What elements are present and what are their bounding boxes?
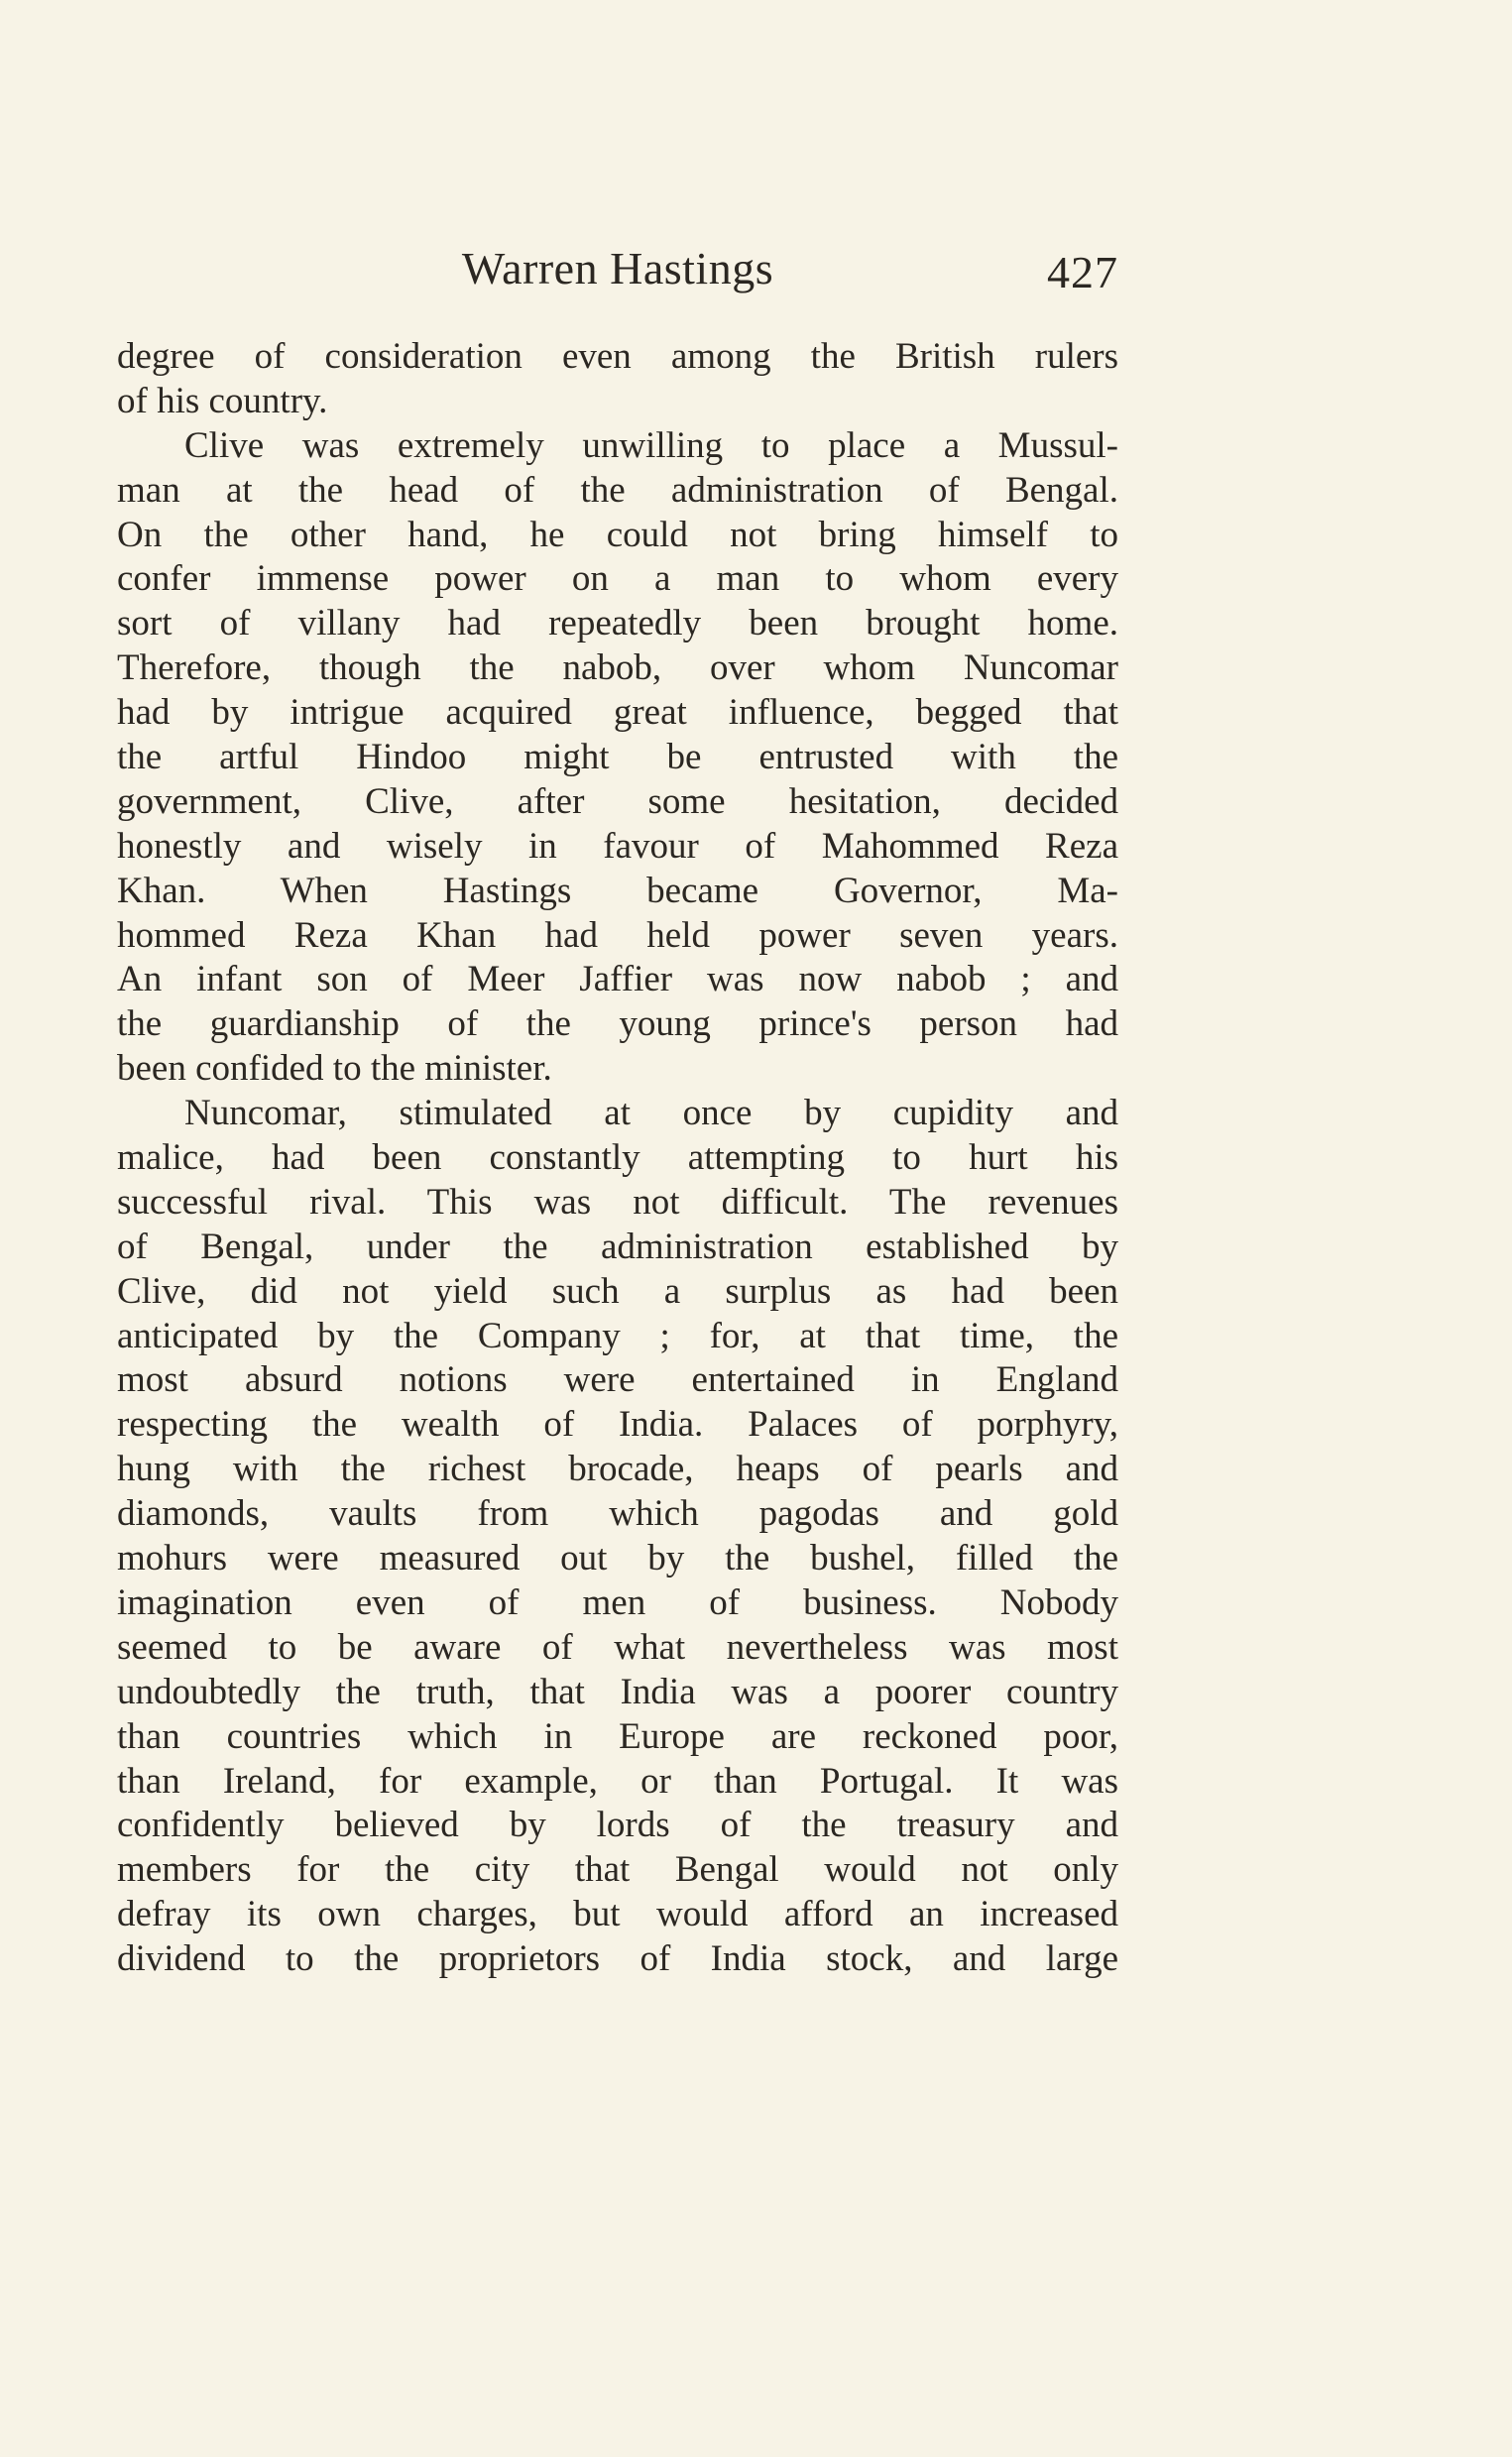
- text-line: dividend to the proprietors of India stock, and large: [117, 1938, 1118, 1980]
- text-line: members for the city that Bengal would not only: [117, 1849, 1118, 1891]
- text-line: than countries which in Europe are reckoned poor,: [117, 1715, 1118, 1757]
- text-line: of Bengal, under the administration established by: [117, 1226, 1118, 1267]
- text-line: On the other hand, he could not bring himself to: [117, 514, 1118, 555]
- text-line: Clive, did not yield such a surplus as had been: [117, 1270, 1118, 1312]
- text-line: hommed Reza Khan had held power seven years.: [117, 914, 1118, 956]
- text-line: Therefore, though the nabob, over whom Nuncomar: [117, 647, 1118, 689]
- text-line: diamonds, vaults from which pagodas and gold: [117, 1493, 1118, 1535]
- text-line: mohurs were measured out by the bushel, filled the: [117, 1538, 1118, 1580]
- running-title: Warren Hastings: [461, 243, 774, 293]
- text-line: imagination even of men of business. Nobody: [117, 1581, 1118, 1623]
- body-text: [117, 335, 1118, 1982]
- text-line: of his country.: [117, 380, 328, 421]
- text-line: confidently believed by lords of the treasury and: [117, 1805, 1118, 1846]
- text-line: honestly and wisely in favour of Mahommed Reza: [117, 825, 1118, 867]
- running-head: [117, 242, 1118, 311]
- text-line: respecting the wealth of India. Palaces of porphyry,: [117, 1404, 1118, 1446]
- text-line: the guardianship of the young prince's person had: [117, 1003, 1118, 1045]
- text-line: Khan. When Hastings became Governor, Ma-: [117, 870, 1118, 911]
- page-number: 427: [1047, 247, 1118, 297]
- text-line: government, Clive, after some hesitation, decided: [117, 780, 1118, 822]
- text-line: An infant son of Meer Jaffier was now nabob ; and: [117, 959, 1118, 1000]
- text-line: sort of villany had repeatedly been brought home.: [117, 603, 1118, 644]
- text-line: undoubtedly the truth, that India was a poorer country: [117, 1671, 1118, 1712]
- text-line: been confided to the minister.: [117, 1048, 552, 1090]
- text-line: degree of consideration even among the British rulers: [117, 336, 1118, 377]
- text-line: successful rival. This was not difficult. The revenues: [117, 1181, 1118, 1223]
- text-line: seemed to be aware of what nevertheless was most: [117, 1626, 1118, 1668]
- text-line: had by intrigue acquired great influence, begged that: [117, 692, 1118, 734]
- text-line: hung with the richest brocade, heaps of pearls and: [117, 1449, 1118, 1490]
- text-line: man at the head of the administration of Bengal.: [117, 469, 1118, 511]
- text-line: Clive was extremely unwilling to place a Mussul-: [184, 424, 1118, 466]
- text-line: malice, had been constantly attempting to hurt his: [117, 1137, 1118, 1179]
- text-line: confer immense power on a man to whom every: [117, 558, 1118, 600]
- text-line: anticipated by the Company ; for, at that time, the: [117, 1315, 1118, 1356]
- text-line: most absurd notions were entertained in England: [117, 1359, 1118, 1401]
- text-line: than Ireland, for example, or than Portugal. It was: [117, 1760, 1118, 1802]
- text-line: Nuncomar, stimulated at once by cupidity and: [184, 1093, 1118, 1134]
- text-line: the artful Hindoo might be entrusted with the: [117, 737, 1118, 778]
- text-line: defray its own charges, but would afford an increased: [117, 1894, 1118, 1935]
